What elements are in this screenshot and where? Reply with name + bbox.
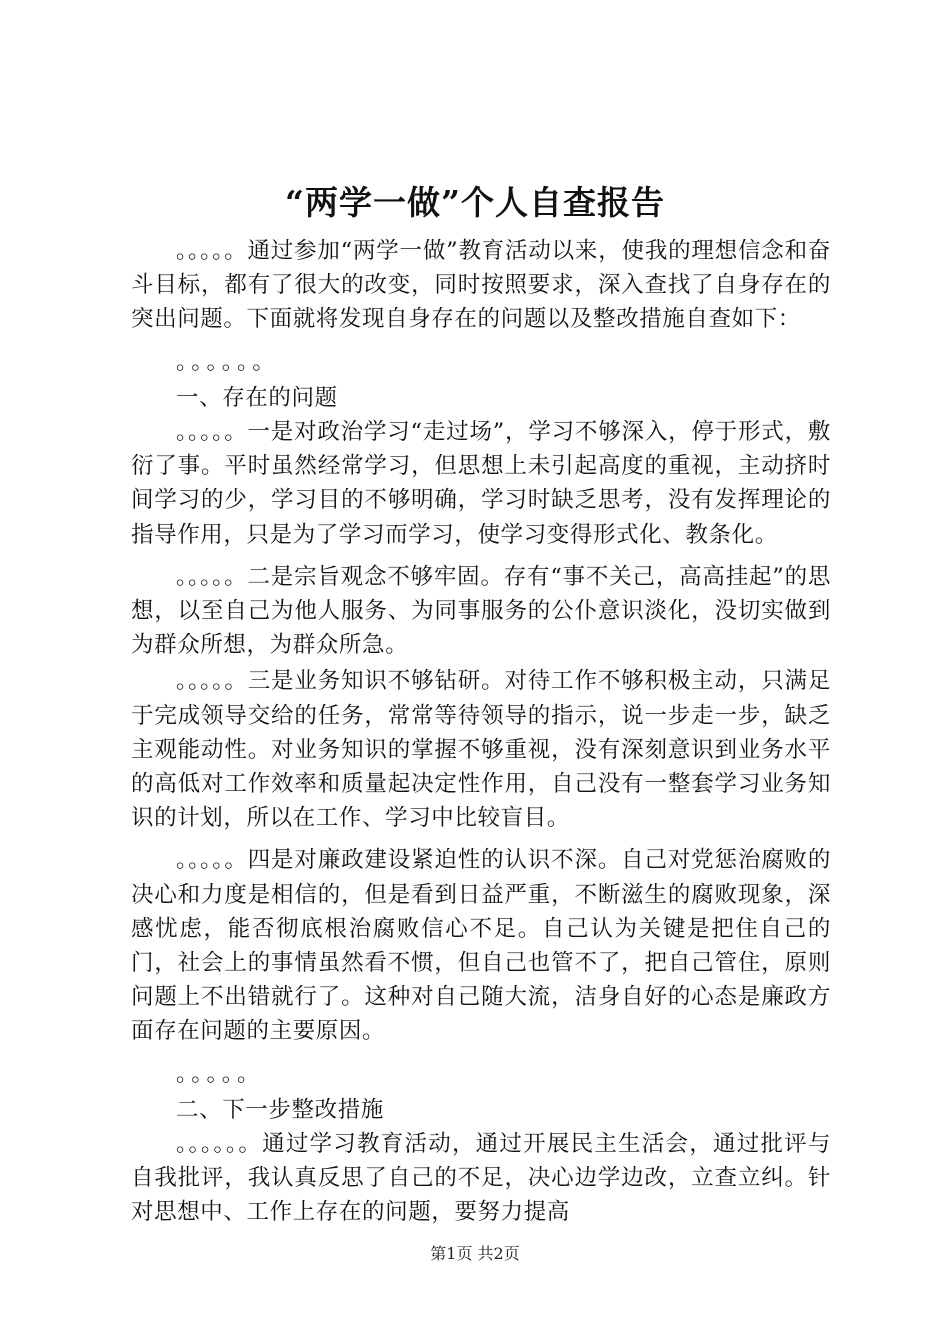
section-heading-measures: 二、下一步整改措施 [176, 1096, 384, 1123]
page-footer: 第1页 共2页 [430, 1244, 520, 1263]
document-body [131, 234, 831, 1232]
problem-paragraph-1: 。。。。。一是对政治学习“走过场”，学习不够深入，停于形式，敷衍了事。平时虽然经常学习，但思想上未引起高度的重视，主动挤时间学习的少，学习目的不够明确，学习时缺乏思考，没有发挥理论的指导作用，只是为了学习而学习，使学习变得形式化、教条化。 [131, 419, 831, 548]
intro-paragraph: 。。。。。通过参加“两学一做”教育活动以来，使我的理想信念和奋斗目标，都有了很大的改变，同时按照要求，深入查找了自身存在的突出问题。下面就将发现自身存在的问题以及整改措施自查如下： [131, 238, 831, 333]
problem-paragraph-2: 。。。。。二是宗旨观念不够牢固。存有“事不关己，高高挂起”的思想，以至自己为他人服务、为同事服务的公仆意识淡化，没切实做到为群众所想，为群众所急。 [131, 563, 831, 659]
dots-line: 。。。。。。 [176, 348, 279, 375]
document-title: “两学一做”个人自查报告 [285, 183, 665, 222]
problem-paragraph-4: 。。。。。四是对廉政建设紧迫性的认识不深。自己对党惩治腐败的决心和力度是相信的，但是看到日益严重，不断滋生的腐败现象，深感忧虑，能否彻底根治腐败信心不足。自己认为关键是把住自己的门，社会上的事情虽然看不惯，但自己也管不了，把自己管住，原则问题上不出错就行了。这种对自己随大流，洁身自好的心态是廉政方面存在问题的主要原因。 [131, 847, 831, 1045]
measure-paragraph-1: 。。。。。。通过学习教育活动，通过开展民主生活会，通过批评与自我批评，我认真反思了自己的不足，决心边学边改，立查立纠。针对思想中、工作上存在的问题，要努力提高 [131, 1131, 831, 1226]
problem-paragraph-3: 。。。。。三是业务知识不够钻研。对待工作不够积极主动，只满足于完成领导交给的任务，常常等待领导的指示，说一步走一步，缺乏主观能动性。对业务知识的掌握不够重视，没有深刻意识到业务水平的高低对工作效率和质量起决定性作用，自己没有一整套学习业务知识的计划，所以在工作、学习中比较盲目。 [131, 668, 831, 832]
section-heading-problems: 一、存在的问题 [176, 384, 338, 411]
dots-line-2: 。。。。。 [176, 1060, 264, 1087]
